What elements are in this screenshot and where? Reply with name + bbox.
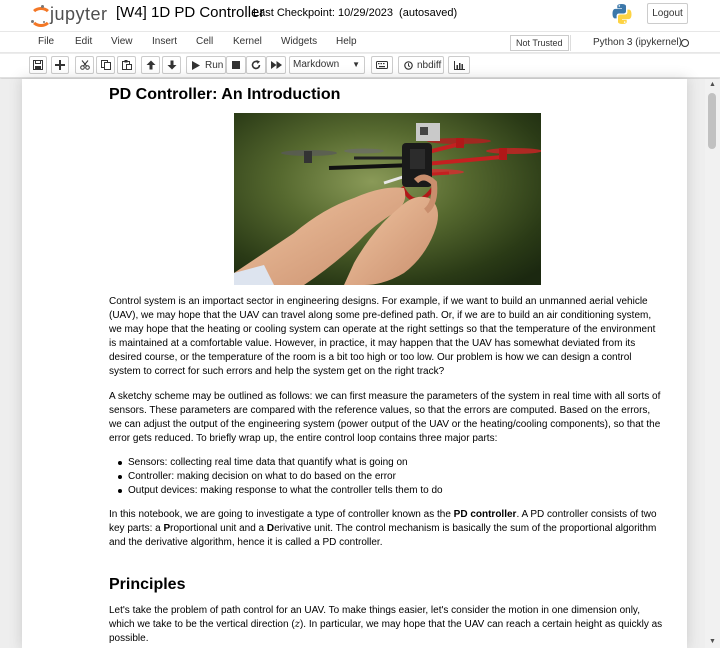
header: [0, 0, 720, 31]
cut-icon: [80, 60, 90, 70]
principles-paragraph: Let's take the problem of path control for an UAV. To make things easier, let's consider the motion in one dimension only, which we take to be the vertical direction (z). In particular, we may hope that the UAV can reach a certain height as quickly as possible.: [109, 605, 663, 644]
menu-help[interactable]: Help: [336, 36, 357, 47]
menu-cell[interactable]: Cell: [196, 36, 214, 47]
section-heading-principles: Principles: [109, 576, 186, 593]
insert-cell-button[interactable]: [51, 56, 69, 74]
arrow-down-icon: [167, 60, 177, 70]
copy-icon: [101, 60, 111, 70]
toolbar: [0, 54, 720, 78]
scroll-down-icon[interactable]: ▼: [709, 638, 716, 645]
fast-forward-icon: [271, 61, 282, 69]
move-down-button[interactable]: [162, 56, 181, 74]
run-button[interactable]: [186, 56, 226, 74]
list-item: Output devices: making response to what the controller tells them to do: [109, 484, 665, 498]
intro-paragraph: Control system is an importact sector in engineering designs. For example, if we want to build an unmanned aerial vehicle (UAV), we may hope that the UAV can travel along some pre-defined path. Or, if we are to build an air conditioning system, we may hope that the heating or cooling system can operate at the right settings so that the temperature of the environment is maintained at a comfortable value. However, in practice, it may happen that the UAV has somewhat deviated from its desired course, or the temperature of the room is a bit too high or too low. Our problem is how we can design a control system to correct for such errors and help the system get on the right track?: [109, 296, 656, 377]
notebook-name[interactable]: [W4] 1D PD Controller: [116, 4, 265, 21]
jupyter-logo[interactable]: [30, 3, 108, 25]
save-icon: [33, 60, 43, 70]
stop-icon: [232, 61, 240, 69]
paste-button[interactable]: [117, 56, 136, 74]
menu-kernel[interactable]: Kernel: [233, 36, 262, 47]
cell-type-select[interactable]: [289, 56, 365, 74]
menubar: [0, 31, 720, 53]
interrupt-button[interactable]: [226, 56, 246, 74]
list-item: Sensors: collecting real time data that quantify what is going on: [109, 456, 665, 470]
kernel-status-icon: [681, 39, 689, 47]
drone-image: [234, 113, 541, 285]
chart-icon: [454, 61, 465, 70]
checkpoint-label: Last Checkpoint: 10/29/2023: [253, 7, 394, 19]
jupyter-logo-icon: [30, 5, 46, 23]
run-label: Run: [205, 59, 224, 71]
checkpoint-status: [253, 7, 457, 19]
list-item: Controller: making decision on what to do based on the error: [109, 470, 665, 484]
scrollbar[interactable]: [705, 79, 720, 648]
notebook-heading: PD Controller: An Introduction: [109, 86, 341, 103]
menu-insert[interactable]: Insert: [152, 36, 178, 47]
run-icon: [192, 61, 200, 70]
chevron-down-icon: ▼: [352, 60, 360, 69]
command-palette-button[interactable]: [371, 56, 393, 74]
kernel-name: Python 3 (ipykernel): [570, 35, 682, 51]
restart-button[interactable]: [246, 56, 266, 74]
autosave-status: (autosaved): [399, 7, 458, 19]
notebook-container: [0, 79, 720, 648]
nbdiff-label: nbdiff: [417, 59, 442, 71]
restart-run-all-button[interactable]: [266, 56, 286, 74]
menu-edit[interactable]: Edit: [75, 36, 93, 47]
restart-icon: [251, 60, 261, 70]
paste-icon: [122, 60, 132, 70]
arrow-up-icon: [146, 60, 156, 70]
scroll-up-icon[interactable]: ▲: [709, 81, 716, 88]
jupyter-logo-text: jupyter: [50, 3, 108, 24]
nbdiff-button[interactable]: [398, 56, 444, 74]
trust-status-button[interactable]: Not Trusted: [510, 35, 569, 51]
save-button[interactable]: [29, 56, 47, 74]
move-up-button[interactable]: [141, 56, 160, 74]
nbdiff-icon: [404, 61, 413, 70]
keyboard-icon: [376, 61, 388, 69]
copy-button[interactable]: [96, 56, 115, 74]
python-logo-icon: [612, 3, 632, 25]
menu-view[interactable]: View: [111, 36, 133, 47]
menu-file[interactable]: File: [38, 36, 55, 47]
plus-icon: [55, 60, 65, 70]
scrollbar-thumb[interactable]: [708, 93, 716, 149]
pd-controller-paragraph: In this notebook, we are going to investigate a type of controller known as the PD controller. A PD controller consists of two key parts: a Proportional unit and a Derivative unit. The control mechanism is basically the sum of the proportional algorithm and the derivative algorithm, hence it is called a PD controller.: [109, 509, 657, 548]
logout-button[interactable]: Logout: [647, 3, 688, 24]
scheme-paragraph: A sketchy scheme may be outlined as follows: we can first measure the parameters of the system in real time with all sorts of sensors. These parameters are compared with the reference values, so that the errors are computed. Based on the errors, we can adjust the output of the engineering system (power output of the UAV or the heating/cooling components), so that the error gets reduced. To briefly wrap up, the entire control loop contains three major parts:: [109, 391, 661, 444]
cut-button[interactable]: [75, 56, 94, 74]
menu-widgets[interactable]: Widgets: [281, 36, 318, 47]
notebook-page: [22, 79, 687, 648]
cell-type-value: Markdown: [293, 59, 340, 70]
components-list: [109, 456, 665, 498]
chart-button[interactable]: [448, 56, 470, 74]
